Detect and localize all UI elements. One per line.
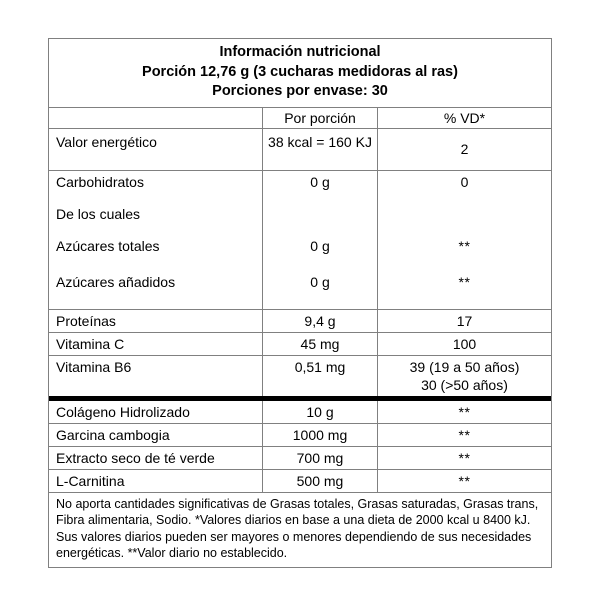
table-row-green-tea [49, 447, 551, 470]
table-row-protein [49, 310, 551, 333]
carbohydrate-group-block [49, 171, 551, 310]
ingredient-daily-value: ** [458, 403, 471, 420]
table-row-garcinia [49, 424, 551, 447]
ingredient-name: L-Carnitina [49, 470, 263, 492]
daily-value-line-adults: 39 (19 a 50 años) [409, 358, 520, 375]
nutrient-amount: 45 mg [263, 333, 378, 355]
nutrient-name: Carbohidratos [56, 173, 144, 190]
label-header [49, 39, 551, 108]
ingredient-amount: 700 mg [263, 447, 378, 469]
servings-per-container-text: Porciones por envase: 30 [212, 83, 388, 99]
label-title: Información nutricional [219, 44, 381, 60]
ingredient-amount: 1000 mg [263, 424, 378, 446]
nutrient-daily-value: 0 [460, 173, 469, 190]
nutrient-name: Vitamina C [49, 333, 263, 355]
nutrient-amount [267, 205, 373, 237]
footnote-text: No aporta cantidades significativas de Grasas totales, Grasas saturadas, Grasas trans, Fibra alimentaria, Sodio. *Valores diarios en base a una dieta de 2000 kcal u 8400 kJ. Sus valores diarios pueden ser mayores o menores dependiendo de sus necesidades energéticas. **Valor diario no establecido. [49, 492, 551, 567]
table-row-l-carnitine [49, 470, 551, 492]
nutrient-amount: 0,51 mg [263, 356, 378, 396]
nutrient-amount: 0 g [310, 273, 330, 290]
nutrient-name: De los cuales [56, 205, 141, 222]
nutrient-daily-value [382, 205, 547, 237]
nutrient-daily-value [378, 356, 551, 396]
ingredient-daily-value: ** [458, 426, 471, 443]
nutrient-amount: 0 g [310, 173, 330, 190]
serving-size-text: Porción 12,76 g (3 cucharas medidoras al ras) [142, 63, 458, 80]
nutrient-daily-value: 17 [456, 312, 473, 329]
table-row-vitamin-c [49, 333, 551, 356]
ingredient-daily-value: ** [458, 449, 471, 466]
nutrient-name: Valor energético [49, 129, 263, 170]
nutrient-name: Vitamina B6 [49, 356, 263, 396]
nutrient-daily-value: 100 [452, 335, 477, 352]
table-row-collagen [49, 401, 551, 424]
table-row-vitamin-b6 [49, 356, 551, 396]
nutrient-amount: 38 kcal = 160 KJ [263, 129, 378, 170]
column-header-nutrient [49, 108, 263, 128]
column-header-per-serving: Por porción [263, 108, 378, 128]
column-header-row [49, 108, 551, 129]
nutrient-name: Azúcares añadidos [56, 273, 176, 290]
nutrient-amount: 0 g [310, 237, 330, 254]
nutrient-daily-value: ** [458, 237, 471, 254]
nutrient-name: Azúcares totales [56, 237, 160, 254]
carbohydrate-amounts-column [263, 171, 378, 309]
ingredient-daily-value: ** [458, 472, 471, 489]
ingredient-amount: 10 g [263, 401, 378, 423]
ingredient-name: Colágeno Hidrolizado [49, 401, 263, 423]
nutrient-daily-value: 2 [460, 141, 469, 157]
ingredient-amount: 500 mg [263, 470, 378, 492]
daily-value-line-seniors: 30 (>50 años) [421, 376, 508, 393]
nutrient-name: Proteínas [49, 310, 263, 332]
carbohydrate-names-column [49, 171, 263, 309]
nutrient-daily-value: ** [458, 273, 471, 290]
table-row-energy [49, 129, 551, 171]
ingredient-name: Extracto seco de té verde [49, 447, 263, 469]
nutrition-facts-panel [48, 38, 552, 568]
ingredient-name: Garcina cambogia [49, 424, 263, 446]
column-header-daily-value: % VD* [443, 109, 486, 126]
carbohydrate-daily-values-column [378, 171, 551, 309]
nutrient-amount: 9,4 g [263, 310, 378, 332]
